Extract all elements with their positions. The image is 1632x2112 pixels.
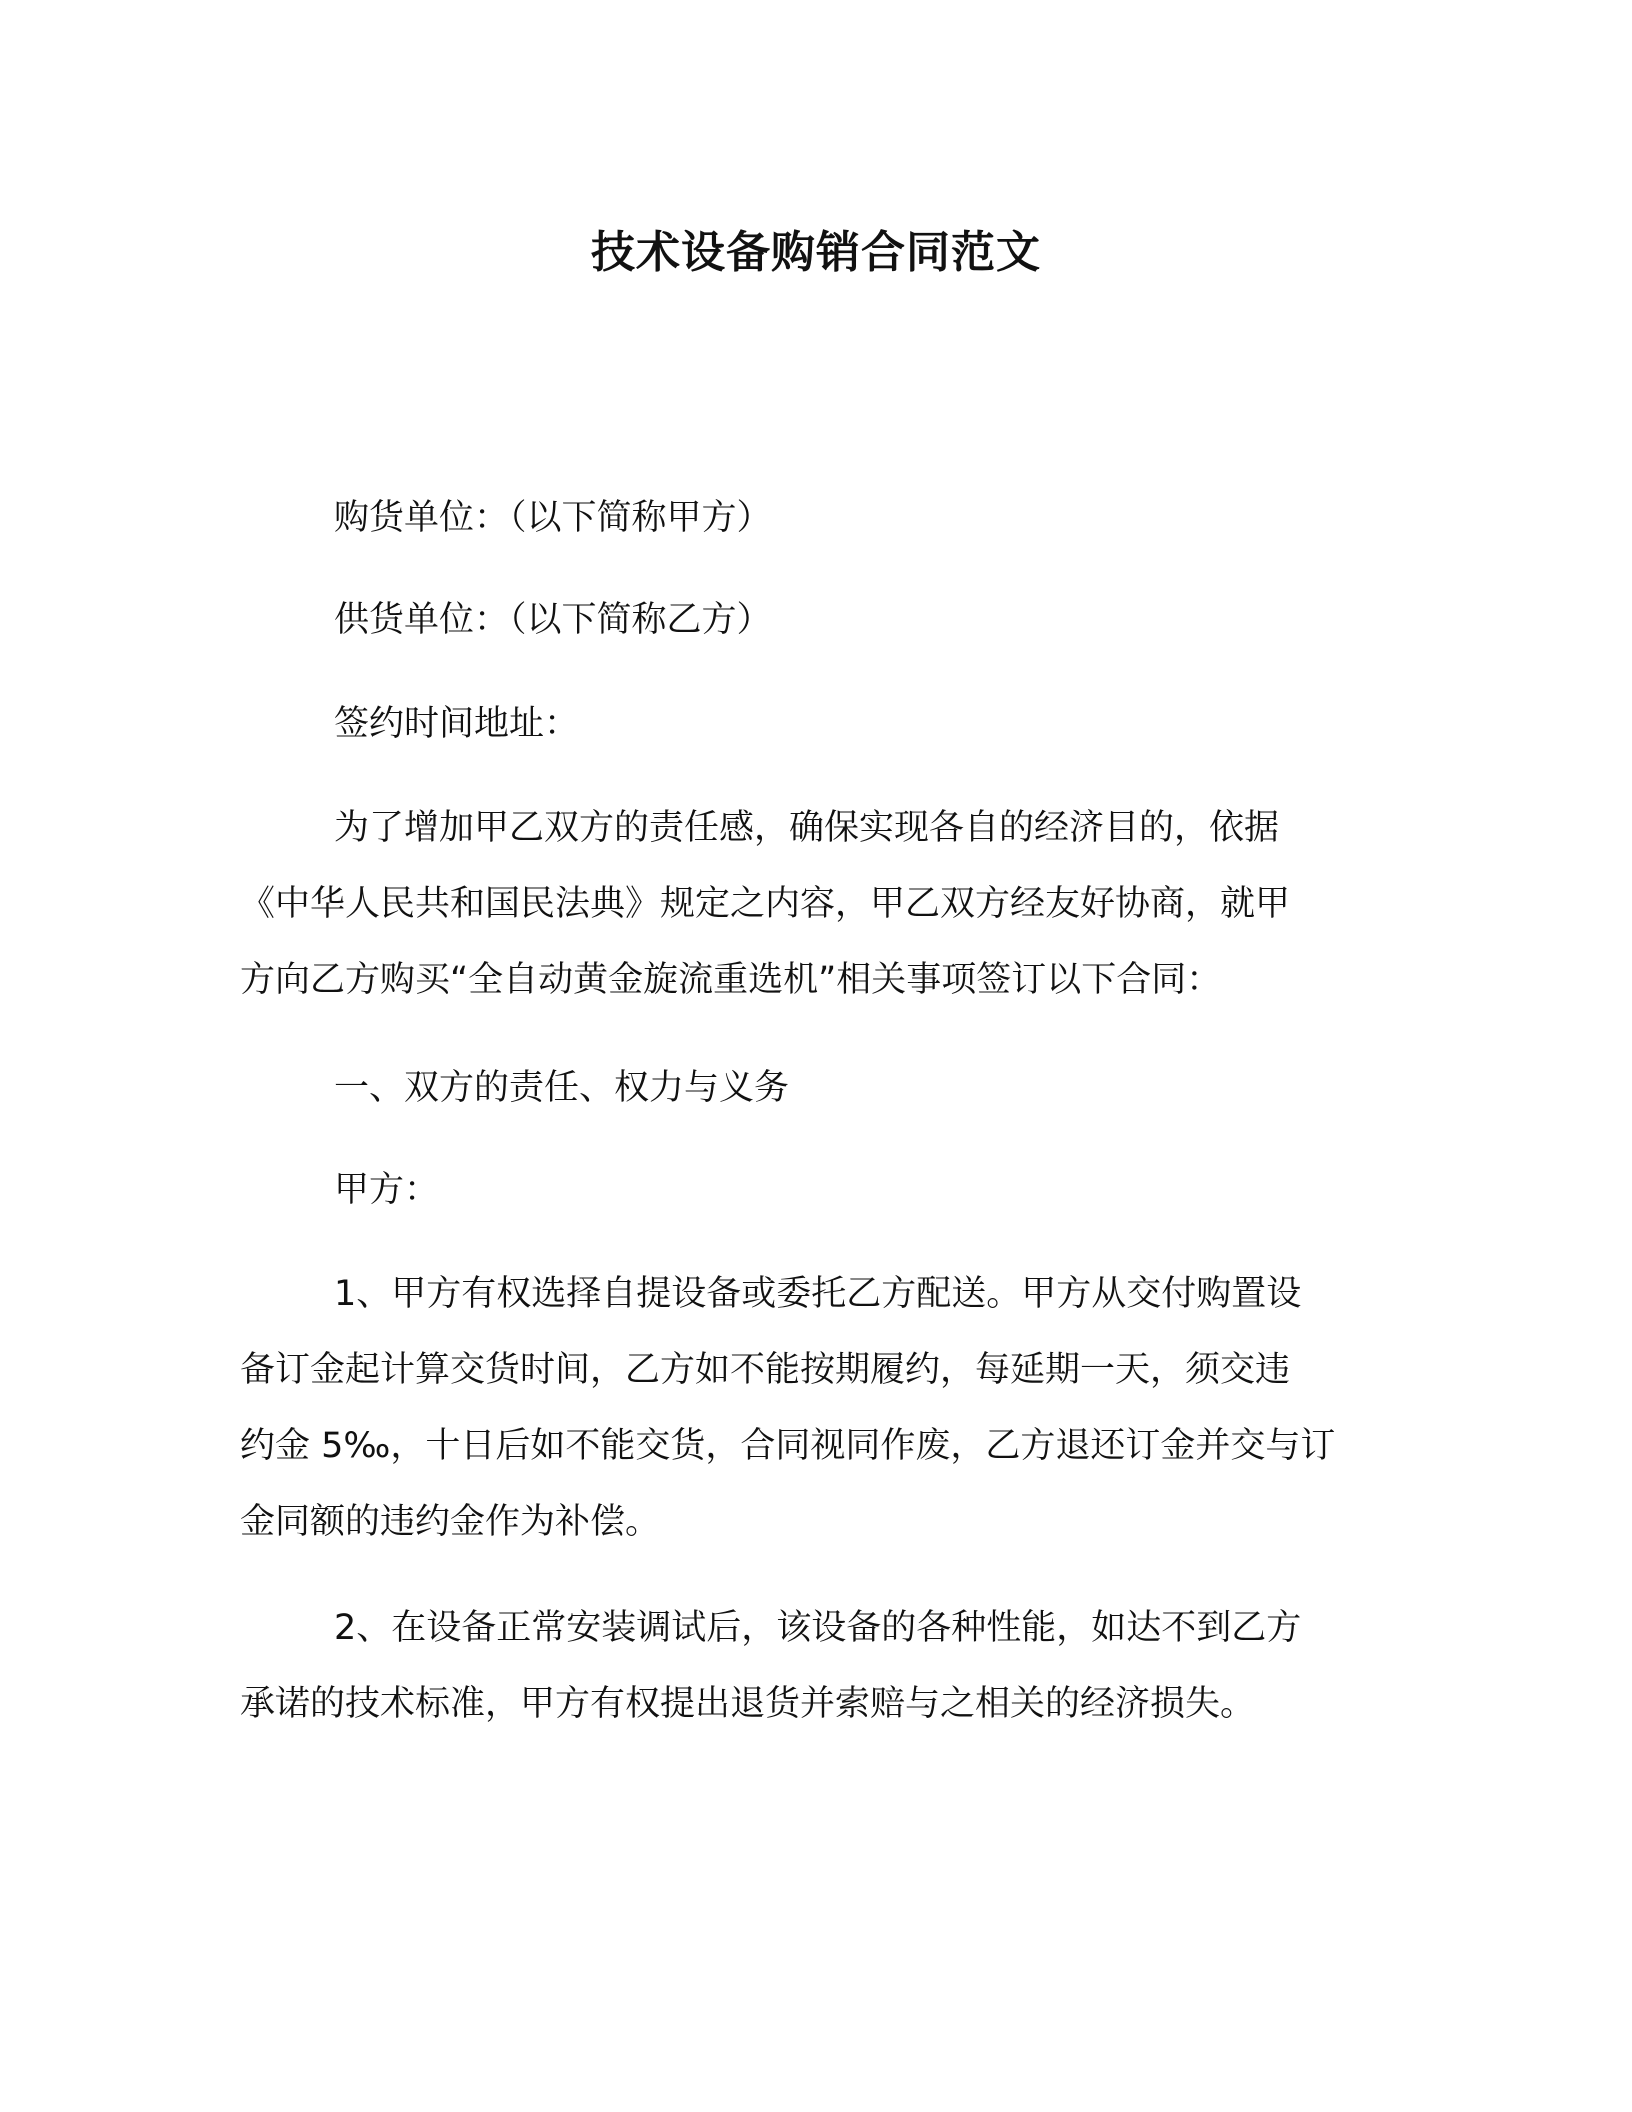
clause-2 (240, 1590, 1400, 1742)
preamble-line: 为了增加甲乙双方的责任感，确保实现各自的经济目的，依据 (334, 808, 1280, 848)
clause-1 (240, 1256, 1400, 1560)
buyer-line (240, 480, 1400, 556)
sign-line-text: 签约时间地址： (334, 704, 580, 744)
clause-1-line: 备订金起计算交货时间，乙方如不能按期履约，每延期一天，须交违 (240, 1350, 1291, 1390)
party-a-label-text: 甲方： (334, 1170, 440, 1210)
clause-1-line: 约金 5‰，十日后如不能交货，合同视同作废，乙方退还订金并交与订 (240, 1426, 1336, 1466)
section-heading-text: 一、双方的责任、权力与义务 (334, 1068, 790, 1108)
section-heading (240, 1050, 1400, 1126)
supplier-line-text: 供货单位：（以下简称乙方） (334, 600, 772, 640)
preamble-line: 方向乙方购买“全自动黄金旋流重选机”相关事项签订以下合同： (240, 960, 1222, 1000)
buyer-line-text: 购货单位：（以下简称甲方） (334, 498, 772, 538)
supplier-line (240, 582, 1400, 658)
clause-2-line: 承诺的技术标准，甲方有权提出退货并索赔与之相关的经济损失。 (240, 1684, 1256, 1724)
sign-line (240, 686, 1400, 762)
clause-1-line: 金同额的违约金作为补偿。 (240, 1502, 661, 1542)
clause-2-line: 2、在设备正常安装调试后，该设备的各种性能，如达不到乙方 (334, 1608, 1302, 1648)
document-title: 技术设备购销合同范文 (591, 227, 1041, 278)
party-a-label (240, 1152, 1400, 1228)
preamble-paragraph (240, 790, 1400, 1018)
clause-1-line: 1、甲方有权选择自提设备或委托乙方配送。甲方从交付购置设 (334, 1274, 1302, 1314)
preamble-line: 《中华人民共和国民法典》规定之内容，甲乙双方经友好协商，就甲 (240, 884, 1291, 924)
